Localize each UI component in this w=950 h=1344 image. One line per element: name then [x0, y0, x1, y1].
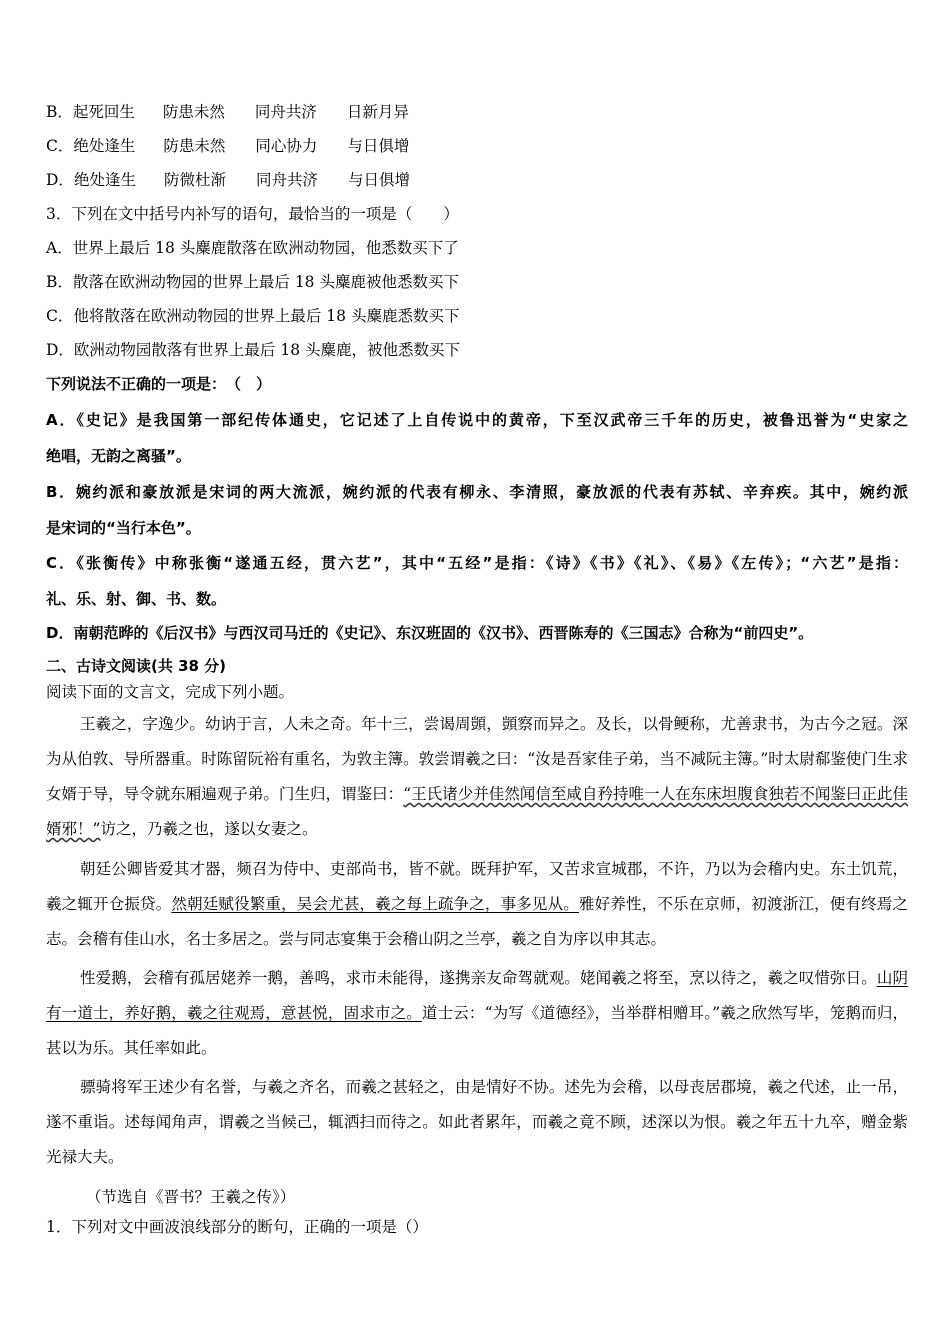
question-1-stem: 1．下列对文中画波浪线部分的断句，正确的一项是（）	[46, 1218, 428, 1236]
q2-option-b: B．起死回生 防患未然 同舟共济 日新月异	[46, 103, 409, 121]
q2-option-d: D．绝处逢生 防微杜渐 同舟共济 与日俱增	[46, 171, 410, 189]
q4-option-a-line1: A．《史记》是我国第一部纪传体通史，它记述了上自传说中的黄帝，下至汉武帝三千年的历史，被鲁迅誉为“史家之	[46, 411, 908, 429]
q4-option-b-line2: 是宋词的“当行本色”。	[46, 519, 201, 537]
q4-option-d: D．南朝范晔的《后汉书》与西汉司马迁的《史记》、东汉班固的《汉书》、西晋陈寿的《三国志》合称为“前四史”。	[46, 624, 814, 642]
wavy-underlined-sentence: “王氏诸少并佳然闻信至咸自矜持唯一人在东床坦腹食独若不闻鉴曰正此佳婿邪！”	[46, 785, 908, 838]
q3-option-c: C．他将散落在欧洲动物园的世界上最后 18 头麋鹿悉数买下	[46, 307, 460, 325]
section-heading: 二、古诗文阅读(共 38 分)	[46, 657, 227, 675]
passage-paragraph-4: 骠骑将军王述少有名誉，与羲之齐名，而羲之甚轻之，由是情好不协。述先为会稽，以母丧居郡境，羲之代述，止一吊，遂不重诣。述每闻角声，谓羲之当候己，辄洒扫而待之。如此者累年，而羲之竟不顾，述深以为恨。羲之年五十九卒，赠金紫光禄大夫。	[46, 1078, 908, 1166]
q4-option-c-line2: 礼、乐、射、御、书、数。	[46, 590, 227, 608]
q3-option-b: B．散落在欧洲动物园的世界上最后 18 头麋鹿被他悉数买下	[46, 273, 459, 291]
q4-stem: 下列说法不正确的一项是： （ ）	[46, 375, 272, 393]
passage-paragraph-1: 王羲之，字逸少。幼讷于言，人未之奇。年十三，尝谒周顗，顗察而异之。及长，以骨鲠称，尤善隶书，为古今之冠。深为从伯敦、导所器重。时陈留阮裕有重名，为敦主簿。敦尝谓羲之曰：“汝是吾家佳子弟，当不减阮主簿。”时太尉郗鉴使门生求女婿于导，导令就东厢遍观子弟。门生归，谓鉴曰：“王氏诸少并佳然闻信至咸自矜持唯一人在东床坦腹食独若不闻鉴曰正此佳婿邪！”访之，乃羲之也，遂以女妻之。	[46, 715, 908, 838]
q4-option-a-line2: 绝唱，无韵之离骚”。	[46, 447, 191, 465]
q4-option-c-line1: C．《张衡传》中称张衡“遂通五经，贯六艺”，其中“五经”是指：《诗》《书》《礼》、《易》《左传》；“六艺”是指：	[46, 554, 908, 572]
q3-option-a: A．世界上最后 18 头麋鹿散落在欧洲动物园，他悉数买下了	[46, 239, 459, 257]
q3-option-d: D．欧洲动物园散落有世界上最后 18 头麋鹿，被他悉数买下	[46, 341, 461, 359]
underlined-sentence-2: 山阴有一道士，养好鹅，羲之往观焉，意甚悦，固求市之。	[46, 969, 908, 1022]
q2-option-c: C．绝处逢生 防患未然 同心协力 与日俱增	[46, 137, 410, 155]
underlined-sentence-1: 然朝廷赋役繁重，吴会尤甚，羲之每上疏争之，事多见从。	[171, 895, 579, 913]
q4-option-b-line1: B．婉约派和豪放派是宋词的两大流派，婉约派的代表有柳永、李清照，豪放派的代表有苏轼、辛弃疾。其中，婉约派	[46, 483, 908, 501]
passage-paragraph-3: 性爱鹅，会稽有孤居姥养一鹅，善鸣，求市未能得，遂携亲友命驾就观。姥闻羲之将至，烹以待之，羲之叹惜弥日。山阴有一道士，养好鹅，羲之往观焉，意甚悦，固求市之。道士云：“为写《道德经》，当举群相赠耳。”羲之欣然写毕，笼鹅而归，甚以为乐。其任率如此。	[46, 969, 908, 1057]
passage-source: （节选自《晋书？王羲之传》）	[86, 1188, 296, 1206]
q3-stem: 3．下列在文中括号内补写的语句，最恰当的一项是（ ）	[46, 205, 459, 223]
section-instruction: 阅读下面的文言文，完成下列小题。	[46, 683, 295, 701]
passage-paragraph-2: 朝廷公卿皆爱其才器，频召为侍中、吏部尚书，皆不就。既拜护军，又苦求宣城郡，不许，乃以为会稽内史。东土饥荒，羲之辄开仓振贷。然朝廷赋役繁重，吴会尤甚，羲之每上疏争之，事多见从。雅好养性，不乐在京师，初渡浙江，便有终焉之志。会稽有佳山水，名士多居之。尝与同志宴集于会稽山阴之兰亭，羲之自为序以申其志。	[46, 860, 908, 948]
